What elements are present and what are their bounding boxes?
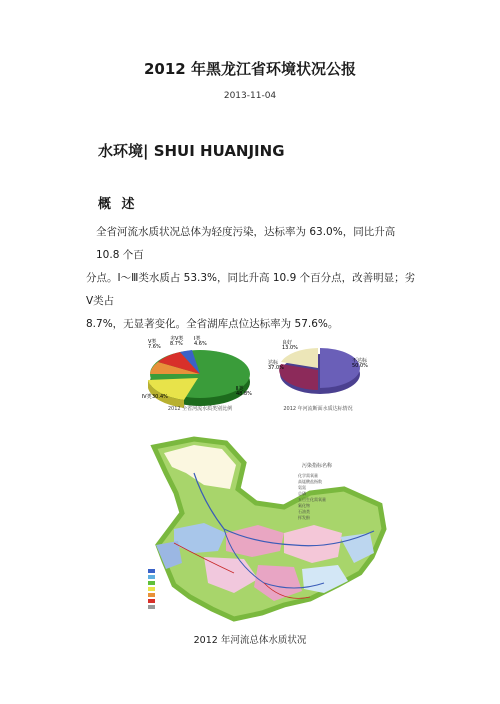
pie2-caption: 2012 年河流断面水质达标情况 bbox=[283, 406, 353, 412]
pie1-label-v-pct: 7.6% bbox=[148, 344, 161, 350]
river-quality-pie-chart bbox=[140, 334, 260, 414]
paragraph-line: 全省河流水质状况总体为轻度污染，达标率为 63.0%，同比升高 10.8 个百 bbox=[96, 226, 396, 261]
pie1-label-i-pct: 4.6% bbox=[194, 341, 207, 347]
pie1-label-worse: 劣Ⅴ类 bbox=[170, 336, 184, 342]
pie2-label-pass-pct: 37.0% bbox=[268, 365, 284, 371]
pie1-label-ii: Ⅱ类 bbox=[236, 386, 244, 392]
pie1-label-worse-pct: 8.7% bbox=[170, 341, 183, 347]
pie2-label-good-pct: 13.0% bbox=[282, 345, 298, 351]
map-legend-item: 五日生化需氧量 bbox=[298, 497, 326, 502]
page-title: 2012 年黑龙江省环境状况公报 bbox=[144, 60, 356, 78]
publish-date: 2013-11-04 bbox=[223, 91, 277, 101]
map-legend-item: 石油类 bbox=[298, 509, 310, 514]
map-legend-item: 高锰酸盐指数 bbox=[298, 479, 322, 484]
map-caption: 2012 年河流总体水质状况 bbox=[193, 635, 307, 646]
map-legend-item: 氨氮 bbox=[298, 485, 306, 490]
pie2-label-fail: 不达标 bbox=[352, 358, 368, 364]
pie1-caption: 2012 全省河流水质类别比例 bbox=[167, 406, 233, 412]
pie1-label-i: Ⅰ类 bbox=[194, 336, 201, 342]
river-section-compliance-pie-chart bbox=[268, 338, 368, 408]
pie1-label-v: Ⅴ类 bbox=[148, 339, 157, 345]
map-legend-item: 总磷 bbox=[298, 491, 306, 496]
pie1-label-ii-pct: 48.8% bbox=[236, 391, 252, 397]
province-water-quality-map bbox=[134, 433, 390, 625]
pie1-label-iv-pct: 30.4% bbox=[152, 394, 168, 400]
map-legend-item: 挥发酚 bbox=[298, 515, 310, 520]
section-subtitle: 概 述 bbox=[98, 197, 138, 212]
paragraph-line: 分点。Ⅰ～Ⅲ类水质占 53.3%，同比升高 10.9 个百分点，改善明显；劣Ⅴ类占 bbox=[86, 272, 416, 307]
pie1-label-iv: Ⅳ类 bbox=[142, 394, 152, 400]
pie2-label-pass: 达标 bbox=[268, 360, 279, 366]
map-legend-item: 化学需氧量 bbox=[298, 473, 318, 478]
pie2-label-fail-pct: 50.0% bbox=[352, 363, 368, 369]
paragraph-line: 8.7%，无显著变化。全省湖库点位达标率为 57.6%。 bbox=[86, 318, 339, 330]
section-title: 水环境| SHUI HUANJING bbox=[98, 142, 285, 160]
overview-paragraph bbox=[86, 221, 416, 336]
pie2-label-good: 良好 bbox=[282, 340, 293, 346]
map-legend-title: 污染指标名称 bbox=[302, 463, 333, 469]
map-legend-item: 氟化物 bbox=[298, 503, 310, 508]
